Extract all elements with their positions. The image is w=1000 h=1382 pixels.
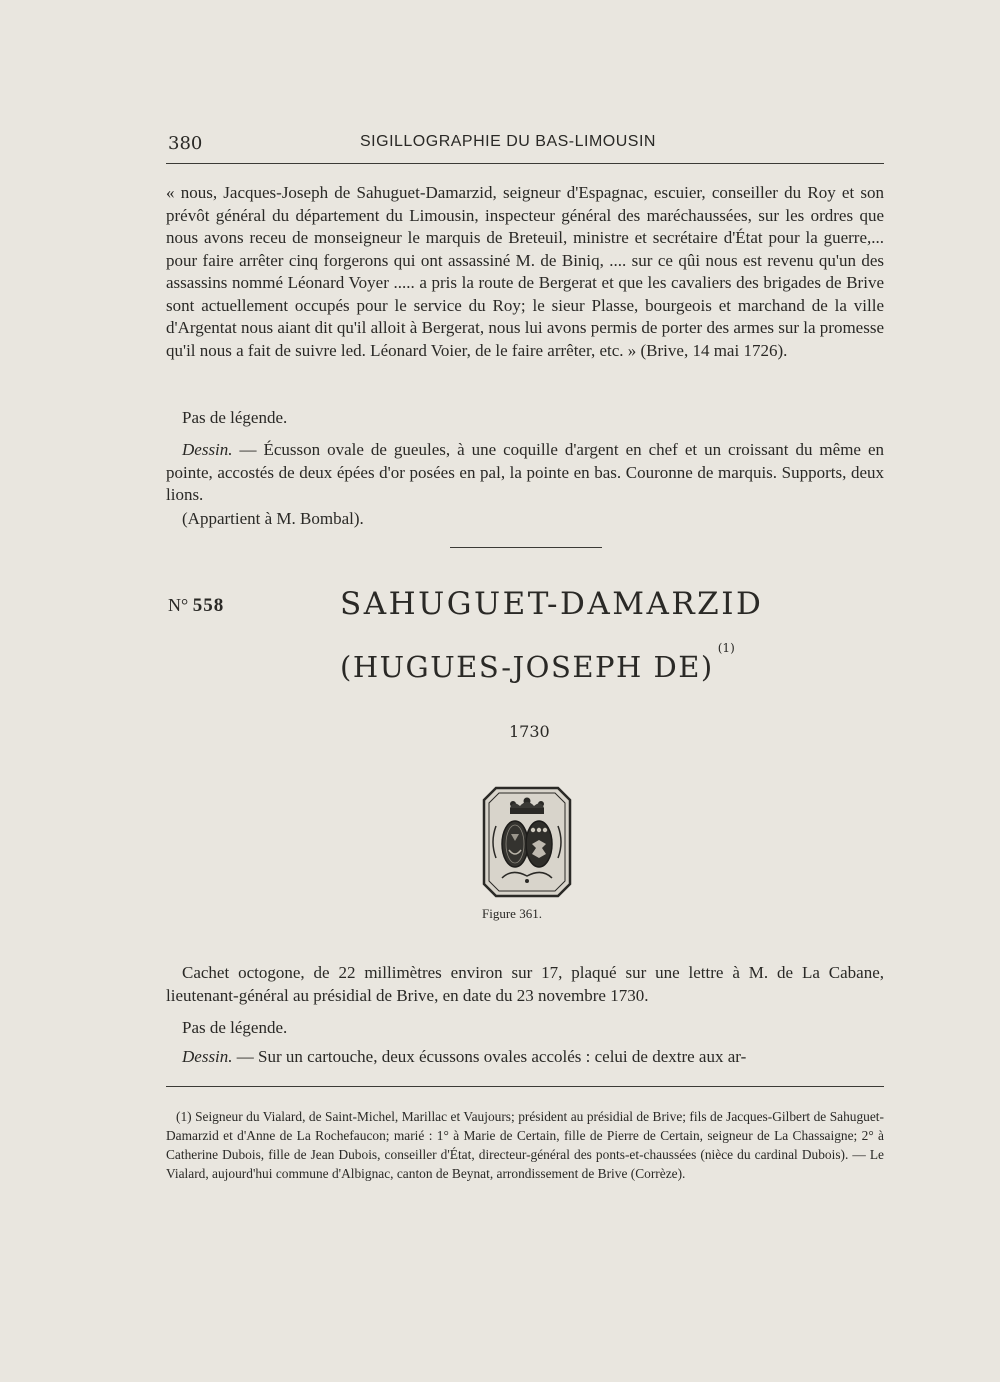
dexter-shield-icon [502,821,528,867]
owner-line: (Appartient à M. Bombal). [182,509,364,528]
quote-paragraph: « nous, Jacques-Joseph de Sahuguet-Damarzid, seigneur d'Espagnac, escuier, conseiller du Roy et son prévôt général du département du Limousin, inspecteur général des maréchaussées, sur les ordres que nous avons receu de monseigneur le marquis de Breteuil, ministre et secrétaire d'État pour la guerre,... pour faire arrêter cinq forgerons qui ont assassiné M. de Biniq, .... sur ce qûi nous est revenu qu'un des assassins nommé Léonard Voyer ..... a pris la route de Bergerat et que les cavaliers des brigades de Brive sont actuellement occupés pour le service du Roy; le sieur Plasse, bourgeois et marchand de la ville d'Argentat nous aiant dit qu'il alloit à Bergerat, nous lui avons permis de porter des armes sur la promesse qu'il nous a fait de suivre led. Léonard Voier, de le faire arrêter, etc. » (Brive, 14 mai 1726). [166,183,884,360]
entry-number [168,595,224,617]
section-divider [450,547,602,548]
entry-name: SAHUGUET-DAMARZID [340,586,764,622]
entry-year: 1730 [509,722,550,741]
entry-number-prefix: N° [168,595,189,615]
dessin-text: — Écusson ovale de gueules, à une coquille d'argent en chef et un croissant du même en pointe, accostés de deux épées d'or posées en pal, la pointe en bas. Couronne de marquis. Supports, deux lions. [166,440,884,504]
header-rule [166,163,884,164]
entry-dessin-paragraph [166,1046,884,1069]
sinister-shield-icon [526,821,552,867]
entry-legend-line: Pas de légende. [182,1018,288,1037]
footnote-rule [166,1086,884,1087]
entry-subname-text: (HUGUES-JOSEPH DE) [340,650,714,684]
running-title: SIGILLOGRAPHIE DU BAS-LIMOUSIN [360,133,656,150]
figure-caption: Figure 361. [482,906,542,921]
dessin-label: Dessin. [182,440,233,459]
page-number: 380 [168,133,203,154]
footnote: (1) Seigneur du Vialard, de Saint-Michel, Marillac et Vaujours; président au présidial de Brive; fils de Jacques-Gilbert de Sahuguet-Damarzid et d'Anne de La Rochefaucon; marié : 1° à Marie de Certain, fille de Pierre de Certain, seigneur de La Chassaigne; 2° à Catherine Dubois, fille de Jean Dubois, conseiller d'État, directeur-général des ponts-et-chaussées (nièce du cardinal Dubois). — Le Vialard, aujourd'hui commune d'Albignac, canton de Beynat, arrondissement de Brive (Corrèze). [166,1109,884,1181]
footnote-ref: (1) [717,641,735,656]
dessin-paragraph [166,439,884,507]
description-paragraph: Cachet octogone, de 22 millimètres environ sur 17, plaqué sur une lettre à M. de La Cabane, lieutenant-général au présidial de Brive, en date du 23 novembre 1730. [166,963,884,1005]
entry-subname [340,641,735,684]
entry-dessin-text: — Sur un cartouche, deux écussons ovales accolés : celui de dextre aux ar- [232,1047,747,1066]
entry-dessin-label: Dessin. [182,1047,233,1066]
legend-line: Pas de légende. [182,408,288,427]
entry-number-value: 558 [192,595,225,616]
seal-figure [482,786,572,898]
